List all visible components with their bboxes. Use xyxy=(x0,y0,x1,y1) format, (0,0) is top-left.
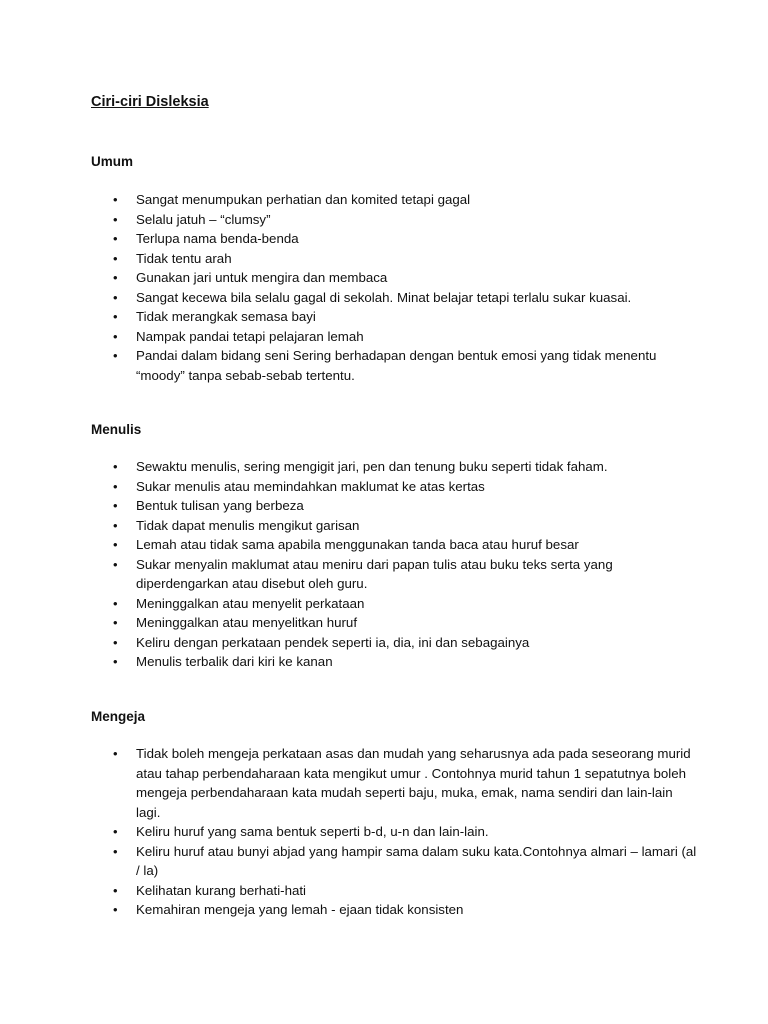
bullet-icon: • xyxy=(113,824,118,839)
list-item: • Keliru huruf yang sama bentuk seperti b-d, u-n dan lain-lain. xyxy=(0,822,768,842)
document-title: Ciri-ciri Disleksia xyxy=(91,94,209,110)
section-list-menulis xyxy=(0,457,768,672)
list-item: • Pandai dalam bidang seni Sering berhadapan dengan bentuk emosi yang tidak menentu “moody” tanpa sebab-sebab tertentu. xyxy=(113,348,657,383)
bullet-icon: • xyxy=(113,654,118,669)
list-item: • Sangat menumpukan perhatian dan komited tetapi gagal xyxy=(0,190,768,210)
list-item: • Nampak pandai tetapi pelajaran lemah xyxy=(0,327,768,347)
list-item: • Lemah atau tidak sama apabila menggunakan tanda baca atau huruf besar xyxy=(0,535,768,555)
bullet-icon: • xyxy=(113,902,118,917)
bullet-icon: • xyxy=(113,250,118,266)
bullet-icon: • xyxy=(113,882,118,898)
bullet-icon: • xyxy=(113,634,118,650)
list-item: • Gunakan jari untuk mengira dan membaca xyxy=(0,268,768,288)
section-list-umum xyxy=(0,190,768,385)
bullet-icon: • xyxy=(113,746,118,761)
list-item: • Terlupa nama benda-benda xyxy=(0,229,768,249)
list-item: • Sukar menulis atau memindahkan maklumat ke atas kertas xyxy=(0,477,768,497)
section-heading-umum: Umum xyxy=(91,154,134,169)
bullet-icon: • xyxy=(113,595,118,611)
list-item: • Sewaktu menulis, sering mengigit jari, pen dan tenung buku seperti tidak faham. xyxy=(0,457,768,477)
bullet-icon: • xyxy=(113,459,118,474)
bullet-icon: • xyxy=(113,211,118,227)
section-list-mengeja xyxy=(0,744,768,920)
list-item: • Kemahiran mengeja yang lemah - ejaan tidak konsisten xyxy=(0,900,768,920)
bullet-icon: • xyxy=(113,537,118,552)
list-item: • Sukar menyalin maklumat atau meniru dari papan tulis atau buku teks serta yang diperdengarkan atau disebut oleh guru. xyxy=(113,556,613,591)
bullet-icon: • xyxy=(113,309,118,324)
bullet-icon: • xyxy=(113,556,118,572)
list-item: • Meninggalkan atau menyelit perkataan xyxy=(0,594,768,614)
bullet-icon: • xyxy=(113,615,118,630)
bullet-icon: • xyxy=(113,328,118,344)
list-item: • Menulis terbalik dari kiri ke kanan xyxy=(0,652,768,672)
bullet-icon: • xyxy=(113,517,118,533)
bullet-icon: • xyxy=(113,348,118,363)
list-item: • Meninggalkan atau menyelitkan huruf xyxy=(0,613,768,633)
bullet-icon: • xyxy=(113,231,118,246)
list-item: • Keliru dengan perkataan pendek seperti ia, dia, ini dan sebagainya xyxy=(0,633,768,653)
list-item: • Kelihatan kurang berhati-hati xyxy=(0,881,768,901)
list-item: • Tidak merangkak semasa bayi xyxy=(0,307,768,327)
list-item: • Bentuk tulisan yang berbeza xyxy=(0,496,768,516)
list-item: • Keliru huruf atau bunyi abjad yang hampir sama dalam suku kata.Contohnya almari – lamari (al / la) xyxy=(113,843,697,878)
section-heading-mengeja: Mengeja xyxy=(91,709,146,724)
bullet-icon: • xyxy=(113,478,118,494)
bullet-icon: • xyxy=(113,498,118,513)
bullet-icon: • xyxy=(113,289,118,305)
list-item: • Tidak dapat menulis mengikut garisan xyxy=(0,516,768,536)
list-item: • Tidak tentu arah xyxy=(0,249,768,269)
list-item: • Sangat kecewa bila selalu gagal di sekolah. Minat belajar tetapi terlalu sukar kuasai. xyxy=(0,288,768,308)
bullet-icon: • xyxy=(113,843,118,859)
list-item: • Selalu jatuh – “clumsy” xyxy=(0,210,768,230)
list-item: • Tidak boleh mengeja perkataan asas dan mudah yang seharusnya ada pada seseorang murid atau tahap perbendaharaan kata mengikut umur . Contohnya murid tahun 1 sepatutnya boleh mengeja perbendaharaan kata mudah seperti baju, muka, emak, nama sendiri dan lain-lain lagi. xyxy=(113,746,691,820)
bullet-icon: • xyxy=(113,192,118,207)
section-heading-menulis: Menulis xyxy=(91,422,142,437)
bullet-icon: • xyxy=(113,270,118,285)
